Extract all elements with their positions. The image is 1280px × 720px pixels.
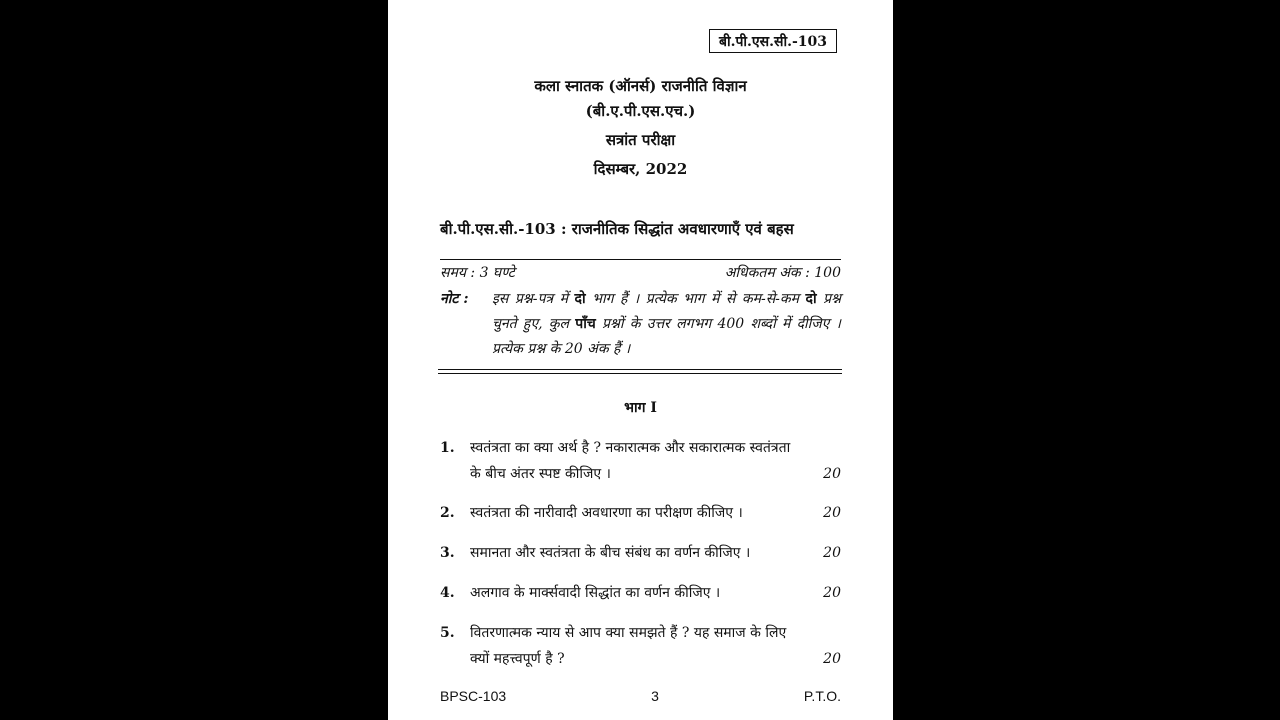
question-item [440, 580, 841, 606]
programme-code: (बी.ए.पी.एस.एच.) [585, 102, 696, 120]
time-marks-row [440, 259, 841, 282]
part-heading: भाग I [624, 400, 657, 416]
question-item [440, 435, 841, 487]
question-number: 4. [440, 585, 455, 601]
note-emphasis: पाँच [575, 316, 596, 332]
note-text-part: इस प्रश्न-पत्र में [492, 291, 575, 307]
maximum-marks: अधिकतम अंक : 100 [724, 265, 841, 281]
question-number: 3. [440, 545, 455, 561]
paper-code-box: बी.पी.एस.सी.-103 [709, 29, 837, 53]
exam-page [388, 0, 893, 720]
question-marks: 20 [823, 545, 841, 561]
question-item [440, 540, 841, 566]
page-footer [440, 688, 841, 704]
note-emphasis: दो [574, 291, 586, 307]
course-title: बी.पी.एस.सी.-103 : राजनीतिक सिद्धांत अवधारणाएँ एवं बहस [440, 220, 794, 238]
question-text: वितरणात्मक न्याय से आप क्या समझते हैं ? यह समाज के लिए क्यों महत्त्वपूर्ण है ? [470, 625, 787, 667]
question-text: स्वतंत्रता की नारीवादी अवधारणा का परीक्षण कीजिए । [470, 505, 743, 521]
question-text: अलगाव के मार्क्सवादी सिद्धांत का वर्णन कीजिए । [470, 585, 721, 601]
instructions-note [440, 287, 841, 362]
question-number: 2. [440, 505, 455, 521]
exam-type: सत्रांत परीक्षा [605, 131, 676, 149]
question-marks: 20 [823, 505, 841, 521]
question-text: स्वतंत्रता का क्या अर्थ है ? नकारात्मक और सकारात्मक स्वतंत्रता के बीच अंतर स्पष्ट कीजिए । [470, 440, 791, 482]
note-text-part: प्रश्न चुनते हुए, कुल [492, 291, 841, 332]
section-divider [438, 369, 842, 374]
footer-paper-code: BPSC-103 [440, 688, 507, 704]
programme-title: कला स्नातक (ऑनर्स) राजनीति विज्ञान [534, 77, 747, 95]
question-item [440, 500, 841, 526]
question-item [440, 620, 841, 672]
question-text: समानता और स्वतंत्रता के बीच संबंध का वर्णन कीजिए । [470, 545, 751, 561]
time-allowed: समय : 3 घण्टे [440, 265, 515, 281]
note-emphasis: दो [805, 291, 817, 307]
please-turn-over: P.T.O. [803, 688, 841, 704]
note-label: नोट : [440, 291, 469, 307]
question-marks: 20 [823, 585, 841, 601]
exam-date: दिसम्बर, 2022 [593, 160, 688, 178]
note-text-part: प्रश्नों के उत्तर लगभग 400 शब्दों में दीजिए । प्रत्येक प्रश्न के 20 अंक हैं । [492, 316, 841, 357]
note-text-part: भाग हैं । प्रत्येक भाग में से कम-से-कम [585, 291, 806, 307]
question-marks: 20 [823, 651, 841, 667]
question-number: 5. [440, 625, 455, 641]
question-marks: 20 [823, 466, 841, 482]
question-number: 1. [440, 440, 455, 456]
page-number: 3 [651, 688, 659, 704]
note-text [492, 287, 841, 362]
